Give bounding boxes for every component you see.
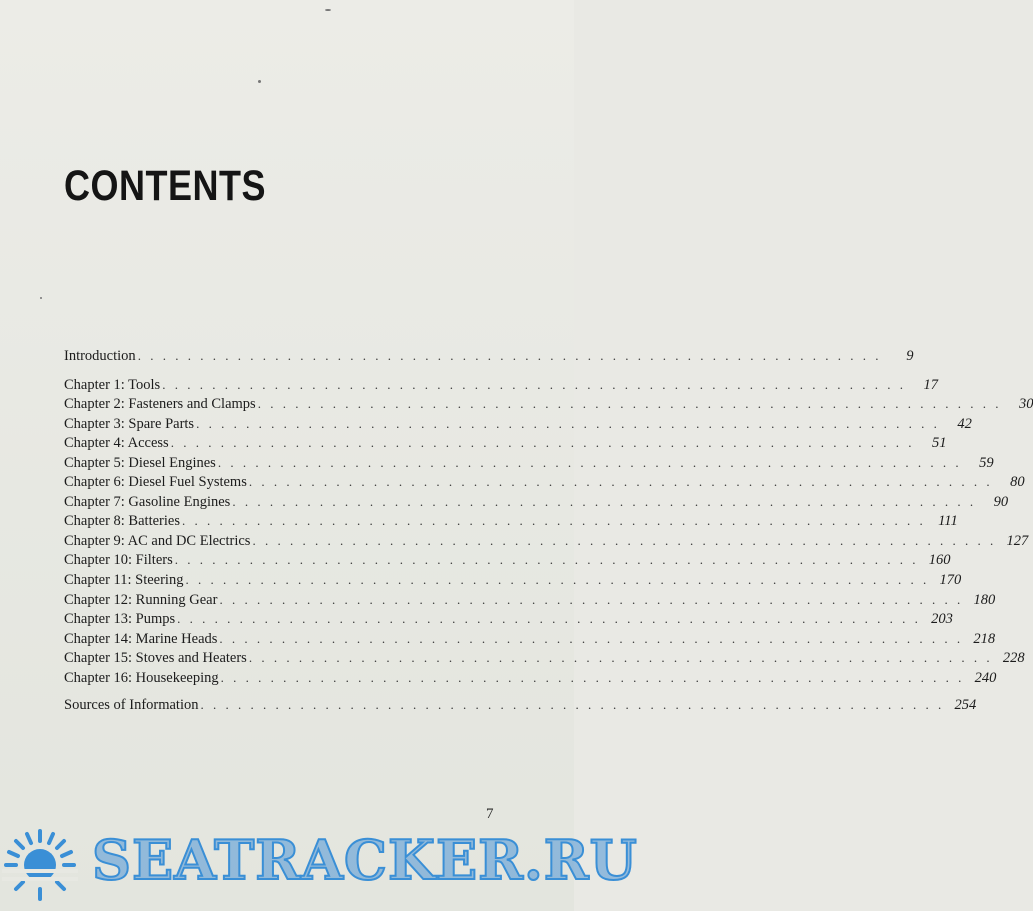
- toc-entry-label: Chapter 3: Spare Parts: [64, 415, 195, 432]
- dot-leader: [177, 609, 921, 629]
- toc-entry-label: Chapter 7: Gasoline Engines: [64, 493, 231, 510]
- dot-leader: [219, 629, 963, 649]
- toc-entry[interactable]: [64, 668, 997, 688]
- toc-entry-page: 59: [979, 454, 994, 471]
- scan-speck: [258, 80, 261, 83]
- dot-leader: [175, 550, 919, 570]
- toc-entry-page: 240: [974, 669, 997, 686]
- table-of-contents: [64, 346, 1033, 715]
- page-title: CONTENTS: [64, 161, 266, 210]
- toc-entry-label: Sources of Information: [64, 697, 199, 714]
- toc-entry[interactable]: [64, 629, 996, 649]
- toc-entry-label: Introduction: [64, 348, 136, 364]
- dot-leader: [249, 472, 993, 492]
- toc-entry[interactable]: [64, 346, 914, 366]
- toc-entry[interactable]: [64, 550, 951, 570]
- toc-entry-page: 228: [1002, 650, 1025, 667]
- toc-entry[interactable]: [64, 492, 1009, 512]
- dot-leader: [138, 346, 882, 366]
- dot-leader: [219, 590, 963, 610]
- sun-icon: [2, 831, 78, 899]
- dot-leader: [249, 648, 993, 668]
- toc-entry-page: 42: [957, 415, 972, 432]
- dot-leader: [162, 375, 906, 395]
- toc-entry-label: Chapter 14: Marine Heads: [64, 630, 218, 647]
- toc-entry-page: 180: [973, 591, 996, 608]
- dot-leader: [196, 414, 940, 434]
- toc-entry[interactable]: [64, 531, 1029, 551]
- toc-entry[interactable]: [64, 590, 996, 610]
- toc-entry-page: 30: [1018, 396, 1033, 413]
- toc-entry-page: 218: [973, 630, 996, 647]
- toc-entry[interactable]: [64, 375, 938, 395]
- toc-entry-label: Chapter 4: Access: [64, 435, 169, 452]
- toc-entry[interactable]: [64, 394, 1033, 414]
- dot-leader: [201, 695, 945, 715]
- dot-leader: [252, 531, 996, 551]
- dot-leader: [182, 511, 926, 531]
- toc-entry-label: Chapter 10: Filters: [64, 552, 173, 569]
- toc-entry-label: Chapter 12: Running Gear: [64, 591, 218, 608]
- dot-leader: [258, 394, 1002, 414]
- toc-entry[interactable]: [64, 695, 977, 715]
- toc-entry-label: Chapter 11: Steering: [64, 572, 184, 589]
- toc-entry-page: 80: [1010, 474, 1025, 491]
- toc-entry-label: Chapter 6: Diesel Fuel Systems: [64, 474, 247, 491]
- toc-entry[interactable]: [64, 648, 1025, 668]
- toc-entry-page: 160: [928, 552, 951, 569]
- dot-leader: [218, 453, 962, 473]
- toc-entry-page: 127: [1006, 532, 1029, 549]
- dot-leader: [171, 433, 915, 453]
- scan-speck: [40, 297, 42, 299]
- toc-entry[interactable]: [64, 609, 953, 629]
- toc-entry-label: Chapter 13: Pumps: [64, 611, 176, 628]
- toc-entry-page: 51: [931, 435, 947, 452]
- toc-entry-label: Chapter 9: AC and DC Electrics: [64, 532, 251, 549]
- toc-entry-page: 17: [923, 376, 938, 393]
- toc-entry-label: Chapter 2: Fasteners and Clamps: [64, 396, 256, 413]
- dot-leader: [232, 492, 976, 512]
- toc-entry-page: 111: [938, 513, 958, 530]
- scan-speck: [325, 9, 331, 11]
- toc-entry-page: 9: [906, 348, 914, 364]
- toc-entry-label: Chapter 16: Housekeeping: [64, 669, 219, 686]
- toc-entry-label: Chapter 5: Diesel Engines: [64, 454, 216, 471]
- toc-entry-label: Chapter 8: Batteries: [64, 513, 180, 530]
- watermark-text: SEATRACKER.RU: [92, 828, 638, 892]
- dot-leader: [185, 570, 929, 590]
- page-number: 7: [486, 806, 494, 822]
- toc-entry[interactable]: [64, 453, 994, 473]
- toc-entry[interactable]: [64, 433, 947, 453]
- toc-entry[interactable]: [64, 414, 972, 434]
- dot-leader: [221, 668, 965, 688]
- toc-entry[interactable]: [64, 570, 962, 590]
- toc-entry-label: Chapter 15: Stoves and Heaters: [64, 650, 247, 667]
- toc-entry-page: 170: [939, 572, 962, 589]
- toc-entry[interactable]: [64, 472, 1025, 492]
- toc-entry-page: 203: [931, 611, 953, 628]
- toc-entry-page: 254: [954, 697, 977, 714]
- toc-entry-label: Chapter 1: Tools: [64, 376, 161, 393]
- toc-entry-page: 90: [993, 493, 1009, 510]
- toc-entry[interactable]: [64, 511, 958, 531]
